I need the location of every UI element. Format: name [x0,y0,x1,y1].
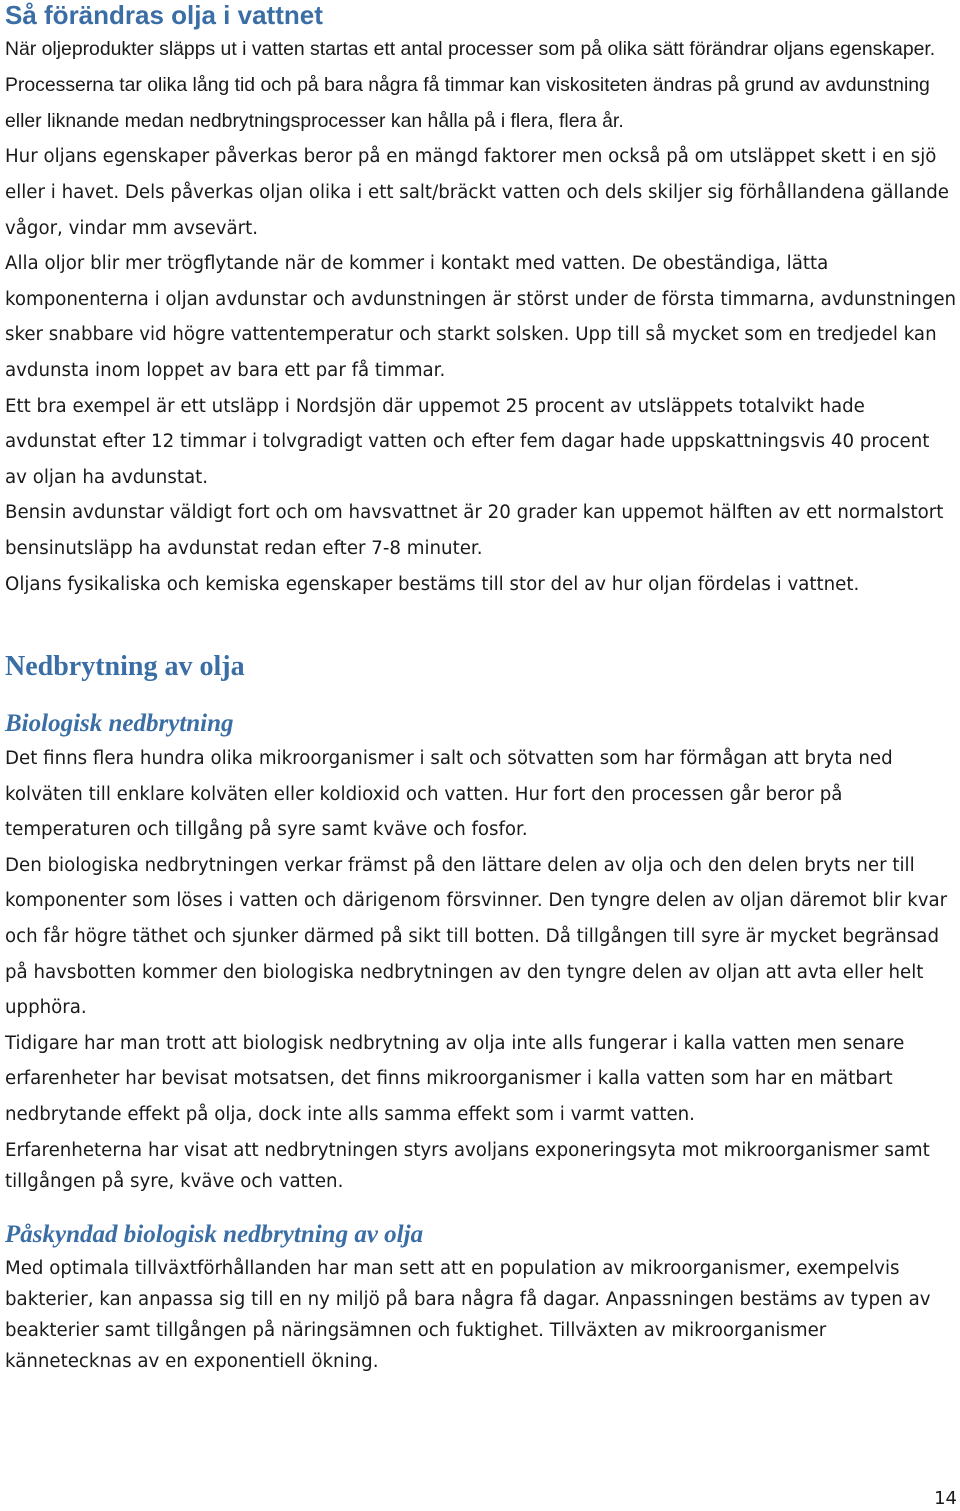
body-paragraph: Bensin avdunstar väldigt fort och om havsvattnet är 20 grader kan uppemot hälften av ett normalstort bensinutsläpp ha avdunstat redan efter 7-8 minuter. [5,502,944,559]
body-paragraph: Oljans fysikaliska och kemiska egenskaper bestäms till stor del av hur oljan fördelas i vattnet. [5,573,860,595]
heading-nedbrytning: Nedbrytning av olja [5,651,245,683]
heading-paskyndad: Påskyndad biologisk nedbrytning av olja [5,1220,424,1248]
heading-biologisk: Biologisk nedbrytning [5,710,234,738]
body-paragraph: Tidigare har man trott att biologisk nedbrytning av olja inte alls fungerar i kalla vatten men senare erfarenheter har bevisat motsatsen, det finns mikroorganismer i kalla vatten som har en mätbart nedbrytande effekt på olja, dock inte alls samma effekt som i varmt vatten. [5,1032,905,1126]
page-number: 14 [934,1488,957,1509]
body-paragraph: Alla oljor blir mer trögflytande när de kommer i kontakt med vatten. De obeständiga, lätta komponenterna i oljan avdunstar och avdunstningen är störst under de första timmarna, avdunstningen sker snabbare vid högre vattentemperatur och starkt solsken. Upp till så mycket som en tredjedel kan avdunsta inom loppet av bara ett par få timmar. [5,253,957,381]
intro-paragraph: När oljeprodukter släpps ut i vatten startas ett antal processer som på olika sätt förändrar oljans egenskaper. Processerna tar olika lång tid och på bara några få timmar kan viskositeten ändras på grund av avdunstning eller liknande medan nedbrytningsprocesser kan hålla på i flera, flera år. [5,38,936,132]
body-paragraph: Den biologiska nedbrytningen verkar främst på den lättare delen av olja och den delen bryts ner till komponenter som löses i vatten och därigenom försvinner. Den tyngre delen av oljan däremot blir kvar och får högre täthet och sjunker därmed på sikt till botten. Då tillgången till syre är mycket begränsad på havsbotten kommer den biologiska nedbrytningen av den tyngre delen av oljan att avta eller helt upphöra. [5,854,948,1019]
body-paragraph: Det finns flera hundra olika mikroorganismer i salt och sötvatten som har förmågan att bryta ned kolväten till enklare kolväten eller koldioxid och vatten. Hur fort den processen går beror på temperaturen och tillgång på syre samt kväve och fosfor. [5,748,893,841]
body-paragraph: Erfarenheterna har visat att nedbrytningen styrs avoljans exponeringsyta mot mikroorganismer samt tillgången på syre, kväve och vatten. [5,1139,930,1192]
document-page [5,0,957,1377]
body-paragraph: Hur oljans egenskaper påverkas beror på en mängd faktorer men också på om utsläppet skett i en sjö eller i havet. Dels påverkas oljan olika i ett salt/bräckt vatten och dels skiljer sig förhållandena gällande vågor, vindar mm avsevärt. [5,146,949,239]
section-title: Så förändras olja i vattnet [5,0,323,30]
body-paragraph: Ett bra exempel är ett utsläpp i Nordsjön där uppemot 25 procent av utsläppets totalvikt hade avdunstat efter 12 timmar i tolvgradigt vatten och efter fem dagar hade uppskattningsvis 40 procent av oljan ha avdunstat. [5,395,930,488]
body-paragraph: Med optimala tillväxtförhållanden har man sett att en population av mikroorganismer, exempelvis bakterier, kan anpassa sig till en ny miljö på bara några få dagar. Anpassningen bestäms av typen av beakterier samt tillgången på näringsämnen och fuktighet. Tillväxten av mikroorganismer kännetecknas av en exponentiell ökning. [5,1257,931,1372]
